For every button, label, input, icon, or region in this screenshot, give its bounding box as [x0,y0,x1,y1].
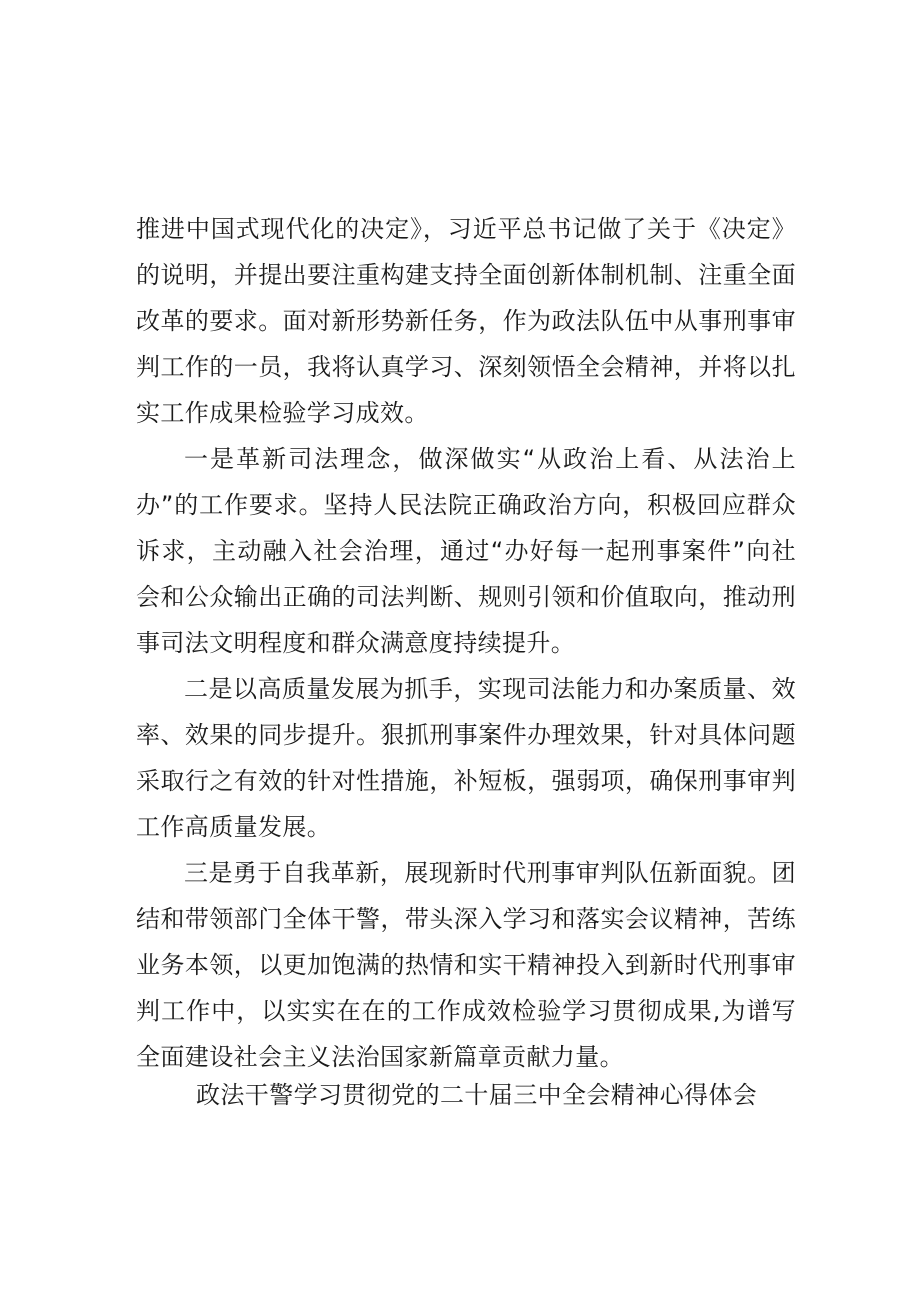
paragraph-point-one: 一是革新司法理念，做深做实“从政治上看、从法治上办”的工作要求。坚持人民法院正确政治方向，积极回应群众诉求，主动融入社会治理，通过“办好每一起刑事案件”向社会和公众输出正确的司法判断、规则引领和价值取向，推动刑事司法文明程度和群众满意度持续提升。 [136,445,796,657]
paragraph-point-three: 三是勇于自我革新，展现新时代刑事审判队伍新面貌。团结和带领部门全体干警，带头深入学习和落实会议精神，苦练业务本领，以更加饱满的热情和实干精神投入到新时代刑事审判工作中，以实实在在的工作成效检验学习贯彻成果,为谱写全面建设社会主义法治国家新篇章贡献力量。 [136,859,796,1071]
document-body [136,206,796,1080]
paragraph-continuation: 推进中国式现代化的决定》，习近平总书记做了关于《决定》的说明，并提出要注重构建支持全面创新体制机制、注重全面改革的要求。面对新形势新任务，作为政法队伍中从事刑事审判工作的一员，我将认真学习、深刻领悟全会精神，并将以扎实工作成果检验学习成效。 [136,215,796,427]
next-article-title: 政法干警学习贯彻党的二十届三中全会精神心得体会 [196,1081,758,1109]
paragraph-point-two: 二是以高质量发展为抓手，实现司法能力和办案质量、效率、效果的同步提升。狠抓刑事案件办理效果，针对具体问题采取行之有效的针对性措施，补短板，强弱项，确保刑事审判工作高质量发展。 [136,675,796,841]
